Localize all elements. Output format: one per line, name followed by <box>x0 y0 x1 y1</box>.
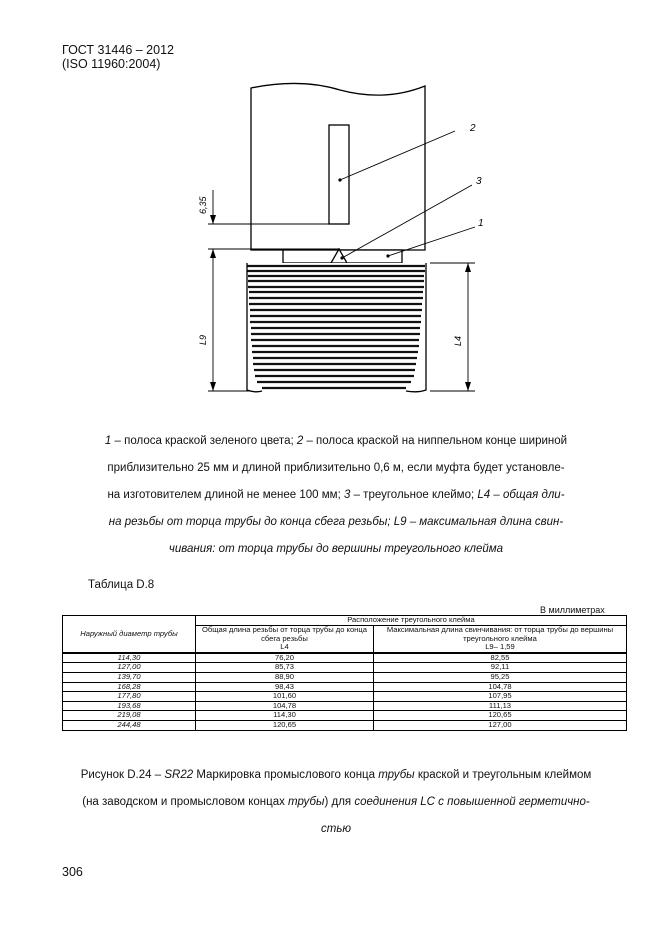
cell-diameter: 193,68 <box>63 701 196 711</box>
caption-connection-cont: стью <box>320 823 352 835</box>
cell-l4: 101,60 <box>196 692 374 702</box>
cell-l4: 85,73 <box>196 663 374 673</box>
table-row <box>63 711 627 721</box>
legend-item-2-text: – полоса краской на ниппельном конце шириной <box>303 435 568 447</box>
cell-diameter: 168,28 <box>63 682 196 692</box>
cell-l4: 76,20 <box>196 653 374 663</box>
legend-item-3-text: – треугольное клеймо; <box>350 489 478 501</box>
callout-2-label: 2 <box>470 123 476 134</box>
cell-diameter: 244,48 <box>63 720 196 730</box>
legend-l4-text: L4 – общая дли- <box>477 489 565 501</box>
caption-sr22: SR22 <box>164 769 194 781</box>
cell-l9: 104,78 <box>373 682 626 692</box>
table-row <box>63 692 627 702</box>
figure-caption <box>62 766 610 847</box>
table-row <box>63 720 627 730</box>
caption-line-1 <box>62 766 610 793</box>
data-table <box>62 615 627 731</box>
cell-diameter: 139,70 <box>63 672 196 682</box>
thread-region <box>247 263 426 392</box>
caption-text-3: (на заводском и промысловом концах <box>82 796 289 808</box>
legend-line-2: приблизительно 25 мм и длиной приблизительно 0,6 м, если муфта будет установле- <box>107 462 565 474</box>
legend-item-1-number: 1 <box>104 435 112 447</box>
col-header-diameter: Наружный диаметр трубы <box>63 616 196 653</box>
table-row <box>63 701 627 711</box>
iso-reference: (ISO 11960:2004) <box>62 57 161 71</box>
caption-connection: соединения LC с повышенной герметично- <box>354 796 590 808</box>
page-number: 306 <box>62 865 83 879</box>
caption-text-4: ) для <box>324 796 355 808</box>
cell-diameter: 114,30 <box>63 653 196 663</box>
col-header-l9-symbol: L9– 1,59 <box>485 642 515 652</box>
legend-item-1-text: – полоса краской зеленого цвета; <box>111 435 297 447</box>
col-header-l9-text: Максимальная длина свинчивания: от торца трубы до вершины треугольного клейма <box>386 625 614 643</box>
caption-text-2: краской и треугольным клеймом <box>414 769 592 781</box>
caption-pipe-1: трубы <box>378 769 415 781</box>
caption-line-2 <box>62 793 610 820</box>
cell-diameter: 219,08 <box>63 711 196 721</box>
col-header-l9 <box>373 626 626 653</box>
table-row <box>63 672 627 682</box>
callout-1-label: 1 <box>478 218 484 229</box>
cell-l9: 111,13 <box>373 701 626 711</box>
dimension-l9-label: L9 <box>198 334 208 345</box>
col-header-l4 <box>196 626 374 653</box>
cell-l9: 107,95 <box>373 692 626 702</box>
cell-l9: 82,55 <box>373 653 626 663</box>
legend-l9-text-cont: чивания: от торца трубы до вершины треугольного клейма <box>168 543 504 555</box>
col-header-l4-symbol: L4 <box>280 642 289 652</box>
cell-l9: 95,25 <box>373 672 626 682</box>
caption-line-3 <box>62 820 610 847</box>
cell-l9: 120,65 <box>373 711 626 721</box>
caption-pipe-2: трубы <box>288 796 325 808</box>
table-title: Таблица D.8 <box>88 579 155 591</box>
dimension-635-label: 6,35 <box>198 196 208 214</box>
legend-item-3-number: 3 <box>343 489 351 501</box>
cell-l4: 98,43 <box>196 682 374 692</box>
cell-diameter: 177,80 <box>63 692 196 702</box>
legend-line-3 <box>62 486 610 513</box>
cell-l4: 120,65 <box>196 720 374 730</box>
legend-line-5 <box>62 540 610 567</box>
table-row <box>63 663 627 673</box>
caption-text-1: Маркировка промыслового конца <box>193 769 379 781</box>
cell-l9: 127,00 <box>373 720 626 730</box>
table-row <box>63 653 627 663</box>
cell-l4: 114,30 <box>196 711 374 721</box>
standard-number: ГОСТ 31446 – 2012 <box>62 43 174 57</box>
dimension-l4-label: L4 <box>453 335 463 346</box>
paint-stripe-2 <box>329 125 349 224</box>
cell-diameter: 127,00 <box>63 663 196 673</box>
legend-l9-text: на резьбы от торца трубы до конца сбега резьбы; L9 – максимальная длина свин- <box>108 516 564 528</box>
legend-line-1 <box>62 432 610 459</box>
cell-l9: 92,11 <box>373 663 626 673</box>
table-row <box>63 682 627 692</box>
cell-l4: 88,90 <box>196 672 374 682</box>
figure-legend <box>62 432 610 567</box>
table-units: В миллиметрах <box>540 605 605 615</box>
col-header-l4-text: Общая длина резьбы от торца трубы до конца сбега резьбы <box>201 625 367 643</box>
callout-3-label: 3 <box>476 176 482 187</box>
legend-item-2-number: 2 <box>296 435 304 447</box>
legend-item-2-text-cont: на изготовителем длиной не менее 100 мм; <box>107 489 344 501</box>
caption-figure-number: Рисунок D.24 – <box>80 769 165 781</box>
cell-l4: 104,78 <box>196 701 374 711</box>
group-header: Расположение треугольного клейма <box>196 616 627 626</box>
pipe-marking-figure <box>0 0 661 420</box>
legend-line-4 <box>62 513 610 540</box>
